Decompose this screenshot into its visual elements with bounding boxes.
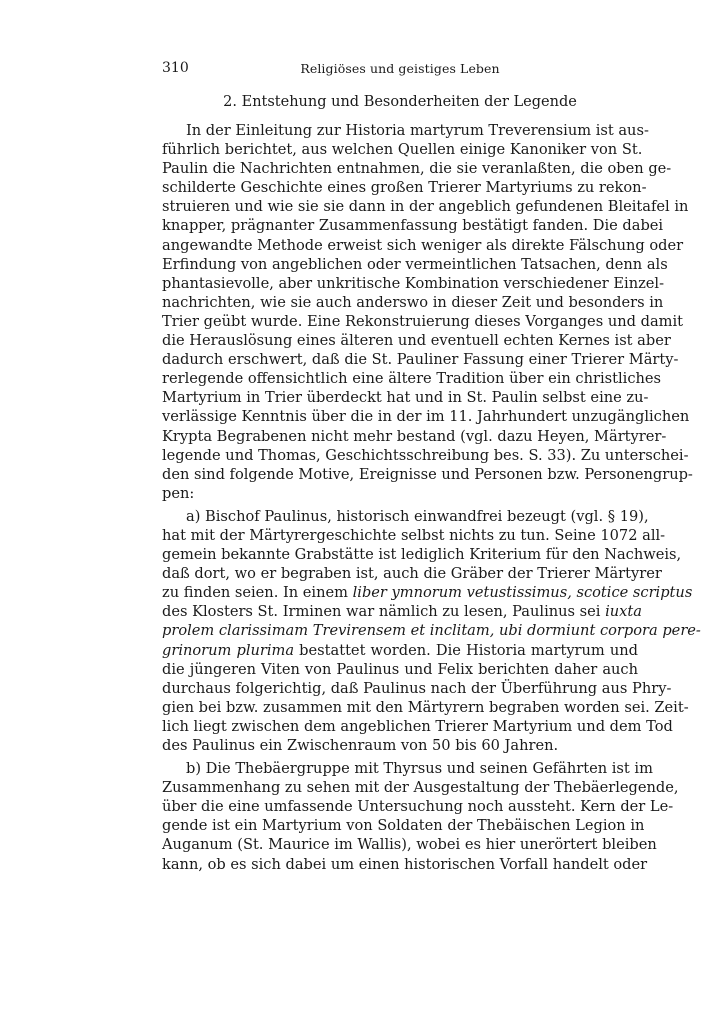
text-line: lich liegt zwischen dem angeblichen Trierer Martyrium und dem Tod [162,717,673,735]
text-line: des Klosters St. Irminen war nämlich zu lesen, Paulinus sei iuxta [162,603,642,621]
text-line: In der Einleitung zur Historia martyrum Treverensium ist aus- [186,122,649,139]
text-line: gien bei bzw. zusammen mit den Märtyrern begraben worden sei. Zeit- [162,698,689,716]
text-line: Erfindung von angeblichen oder vermeintlichen Tatsachen, denn als [162,255,668,273]
text-line: schilderte Geschichte eines großen Trierer Martyriums zu rekon- [162,179,647,197]
text-line: die Herauslösung eines älteren und eventuell echten Kernes ist aber [162,332,671,350]
text-line: knapper, prägnanter Zusammenfassung bestätigt fanden. Die dabei [162,217,664,235]
body-text [162,121,701,874]
text-line: durchaus folgerichtig, daß Paulinus nach der Überführung aus Phry- [162,679,672,697]
paragraph [162,121,693,503]
text-line: verlässige Kenntnis über die in der im 11. Jahrhundert unzugänglichen [162,408,690,426]
text-line: zu finden seien. In einem liber ymnorum vetustissimus, scotice scriptus [162,584,693,602]
paragraph [162,759,679,874]
text-line: legende und Thomas, Geschichtsschreibung bes. S. 33). Zu unterschei- [162,446,689,464]
text-line: gende ist ein Martyrium von Soldaten der Thebäischen Legion in [162,817,645,835]
text-line: Zusammenhang zu sehen mit der Ausgestaltung der Thebäerlegende, [162,779,679,797]
text-line: Auganum (St. Maurice im Wallis), wobei es hier unerörtert bleiben [162,836,657,854]
text-line: des Paulinus ein Zwischenraum von 50 bis 60 Jahren. [162,737,559,754]
text-line: grinorum plurima bestattet worden. Die Historia martyrum und [162,641,638,659]
text-line: b) Die Thebäergruppe mit Thyrsus und seinen Gefährten ist im [186,760,653,778]
text-line: führlich berichtet, aus welchen Quellen einige Kanoniker von St. [162,141,643,159]
text-line: daß dort, wo er begraben ist, auch die Gräber der Trierer Märtyrer [162,565,662,583]
page-number: 310 [162,60,189,76]
text-line: struieren und wie sie sie dann in der angeblich gefundenen Bleitafel in [162,198,689,216]
text-line: dadurch erschwert, daß die St. Pauliner Fassung einer Trierer Märty- [162,351,679,369]
text-line: hat mit der Märtyrergeschichte selbst nichts zu tun. Seine 1072 all- [162,526,666,544]
text-line: Trier geübt wurde. Eine Rekonstruierung dieses Vorganges und damit [162,312,684,330]
text-line: nachrichten, wie sie auch anderswo in dieser Zeit und besonders in [162,293,664,311]
text-line: den sind folgende Motive, Ereignisse und Personen bzw. Personengrup- [162,465,693,483]
text-line: kann, ob es sich dabei um einen historischen Vorfall handelt oder [162,855,648,873]
text-line: phantasievolle, aber unkritische Kombination verschiedener Einzel- [162,274,665,292]
text-line: angewandte Methode erweist sich weniger als direkte Fälschung oder [162,236,684,254]
text-line: gemein bekannte Grabstätte ist lediglich Kriterium für den Nachweis, [162,546,682,564]
text-line: Krypta Begrabenen nicht mehr bestand (vgl. dazu Heyen, Märtyrer- [162,427,667,445]
page-header [162,60,638,80]
text-line: rerlegende offensichtlich eine ältere Tradition über ein christliches [162,370,662,388]
text-line: prolem clarissimam Trevirensem et inclitam, ubi dormiunt corpora pere- [162,622,701,640]
text-line: pen: [162,484,195,502]
running-title: Religiöses und geistiges Leben [300,61,500,76]
text-line: die jüngeren Viten von Paulinus und Felix berichten daher auch [162,660,638,678]
text-line: a) Bischof Paulinus, historisch einwandfrei bezeugt (vgl. § 19), [186,507,649,525]
text-line: Martyrium in Trier überdeckt hat und in St. Paulin selbst eine zu- [162,389,649,407]
section-heading: 2. Entstehung und Besonderheiten der Legende [223,94,577,110]
text-line: Paulin die Nachrichten entnahmen, die sie veranlaßten, die oben ge- [162,160,672,178]
text-line: über die eine umfassende Untersuchung noch aussteht. Kern der Le- [162,798,674,816]
paragraph [162,507,701,755]
